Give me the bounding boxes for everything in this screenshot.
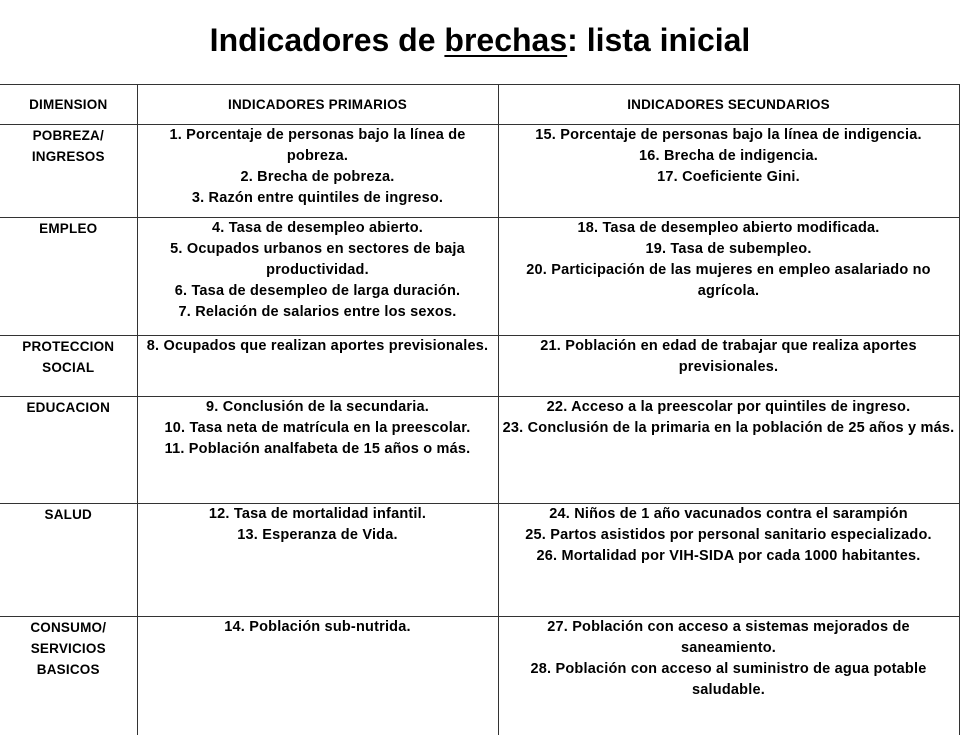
table-row <box>0 125 959 218</box>
primary-indicators-cell <box>137 218 498 336</box>
indicator-item: 1. Porcentaje de personas bajo la línea de pobreza. <box>138 125 498 167</box>
indicator-item: 22. Acceso a la preescolar por quintiles de ingreso. <box>499 397 959 418</box>
table-row <box>0 617 959 735</box>
indicator-item: 14. Población sub-nutrida. <box>138 617 498 638</box>
dimension-label-line: INGRESOS <box>0 146 137 167</box>
secondary-indicators-cell <box>498 336 959 397</box>
indicator-item: 19. Tasa de subempleo. <box>499 239 959 260</box>
indicator-item: 6. Tasa de desempleo de larga duración. <box>138 281 498 302</box>
dimension-label-line: EDUCACION <box>0 397 137 418</box>
dimension-label-line: SALUD <box>0 504 137 525</box>
primary-indicators-cell <box>137 617 498 735</box>
secondary-indicators-cell <box>498 504 959 617</box>
dimension-cell <box>0 125 137 218</box>
table-row <box>0 336 959 397</box>
indicator-item: 17. Coeficiente Gini. <box>499 167 959 188</box>
secondary-indicators-cell <box>498 397 959 504</box>
indicator-item: 16. Brecha de indigencia. <box>499 146 959 167</box>
indicator-item: 28. Población con acceso al suministro de agua potable saludable. <box>499 659 959 701</box>
indicator-item: 25. Partos asistidos por personal sanitario especializado. <box>499 525 959 546</box>
dimension-label-line: CONSUMO/ <box>0 617 137 638</box>
dimension-label-line: SERVICIOS <box>0 638 137 659</box>
indicator-item: 7. Relación de salarios entre los sexos. <box>138 302 498 323</box>
title-prefix: Indicadores de <box>210 22 445 58</box>
title-underlined-word: brechas <box>444 22 567 58</box>
primary-indicators-cell <box>137 504 498 617</box>
page-title <box>0 22 960 59</box>
primary-indicators-cell <box>137 397 498 504</box>
dimension-cell <box>0 504 137 617</box>
indicator-item: 13. Esperanza de Vida. <box>138 525 498 546</box>
dimension-label-line: POBREZA/ <box>0 125 137 146</box>
header-secondary-indicators: INDICADORES SECUNDARIOS <box>498 85 959 125</box>
indicator-item: 4. Tasa de desempleo abierto. <box>138 218 498 239</box>
indicator-item: 8. Ocupados que realizan aportes previsionales. <box>138 336 498 357</box>
header-dimension: DIMENSION <box>0 85 137 125</box>
indicator-item: 5. Ocupados urbanos en sectores de baja productividad. <box>138 239 498 281</box>
indicator-item: 21. Población en edad de trabajar que realiza aportes previsionales. <box>499 336 959 378</box>
indicator-item: 12. Tasa de mortalidad infantil. <box>138 504 498 525</box>
table-header-row <box>0 85 959 125</box>
primary-indicators-cell <box>137 336 498 397</box>
indicator-item: 26. Mortalidad por VIH-SIDA por cada 1000 habitantes. <box>499 546 959 567</box>
header-primary-indicators: INDICADORES PRIMARIOS <box>137 85 498 125</box>
title-suffix: : lista inicial <box>567 22 750 58</box>
dimension-label-line: PROTECCION <box>0 336 137 357</box>
secondary-indicators-cell <box>498 617 959 735</box>
secondary-indicators-cell <box>498 218 959 336</box>
indicator-item: 23. Conclusión de la primaria en la población de 25 años y más. <box>499 418 959 439</box>
dimension-label-line: EMPLEO <box>0 218 137 239</box>
indicator-item: 20. Participación de las mujeres en empleo asalariado no agrícola. <box>499 260 959 302</box>
indicator-item: 27. Población con acceso a sistemas mejorados de saneamiento. <box>499 617 959 659</box>
table-row <box>0 397 959 504</box>
secondary-indicators-cell <box>498 125 959 218</box>
indicator-item: 18. Tasa de desempleo abierto modificada. <box>499 218 959 239</box>
table-row <box>0 218 959 336</box>
indicator-item: 9. Conclusión de la secundaria. <box>138 397 498 418</box>
dimension-cell <box>0 397 137 504</box>
indicator-item: 3. Razón entre quintiles de ingreso. <box>138 188 498 209</box>
dimension-cell <box>0 336 137 397</box>
dimension-cell <box>0 617 137 735</box>
indicators-table <box>0 84 960 735</box>
dimension-label-line: SOCIAL <box>0 357 137 378</box>
dimension-label-line: BASICOS <box>0 659 137 680</box>
table-row <box>0 504 959 617</box>
indicator-item: 24. Niños de 1 año vacunados contra el sarampión <box>499 504 959 525</box>
dimension-cell <box>0 218 137 336</box>
indicator-item: 11. Población analfabeta de 15 años o más. <box>138 439 498 460</box>
indicator-item: 15. Porcentaje de personas bajo la línea de indigencia. <box>499 125 959 146</box>
indicator-item: 10. Tasa neta de matrícula en la preescolar. <box>138 418 498 439</box>
primary-indicators-cell <box>137 125 498 218</box>
indicator-item: 2. Brecha de pobreza. <box>138 167 498 188</box>
